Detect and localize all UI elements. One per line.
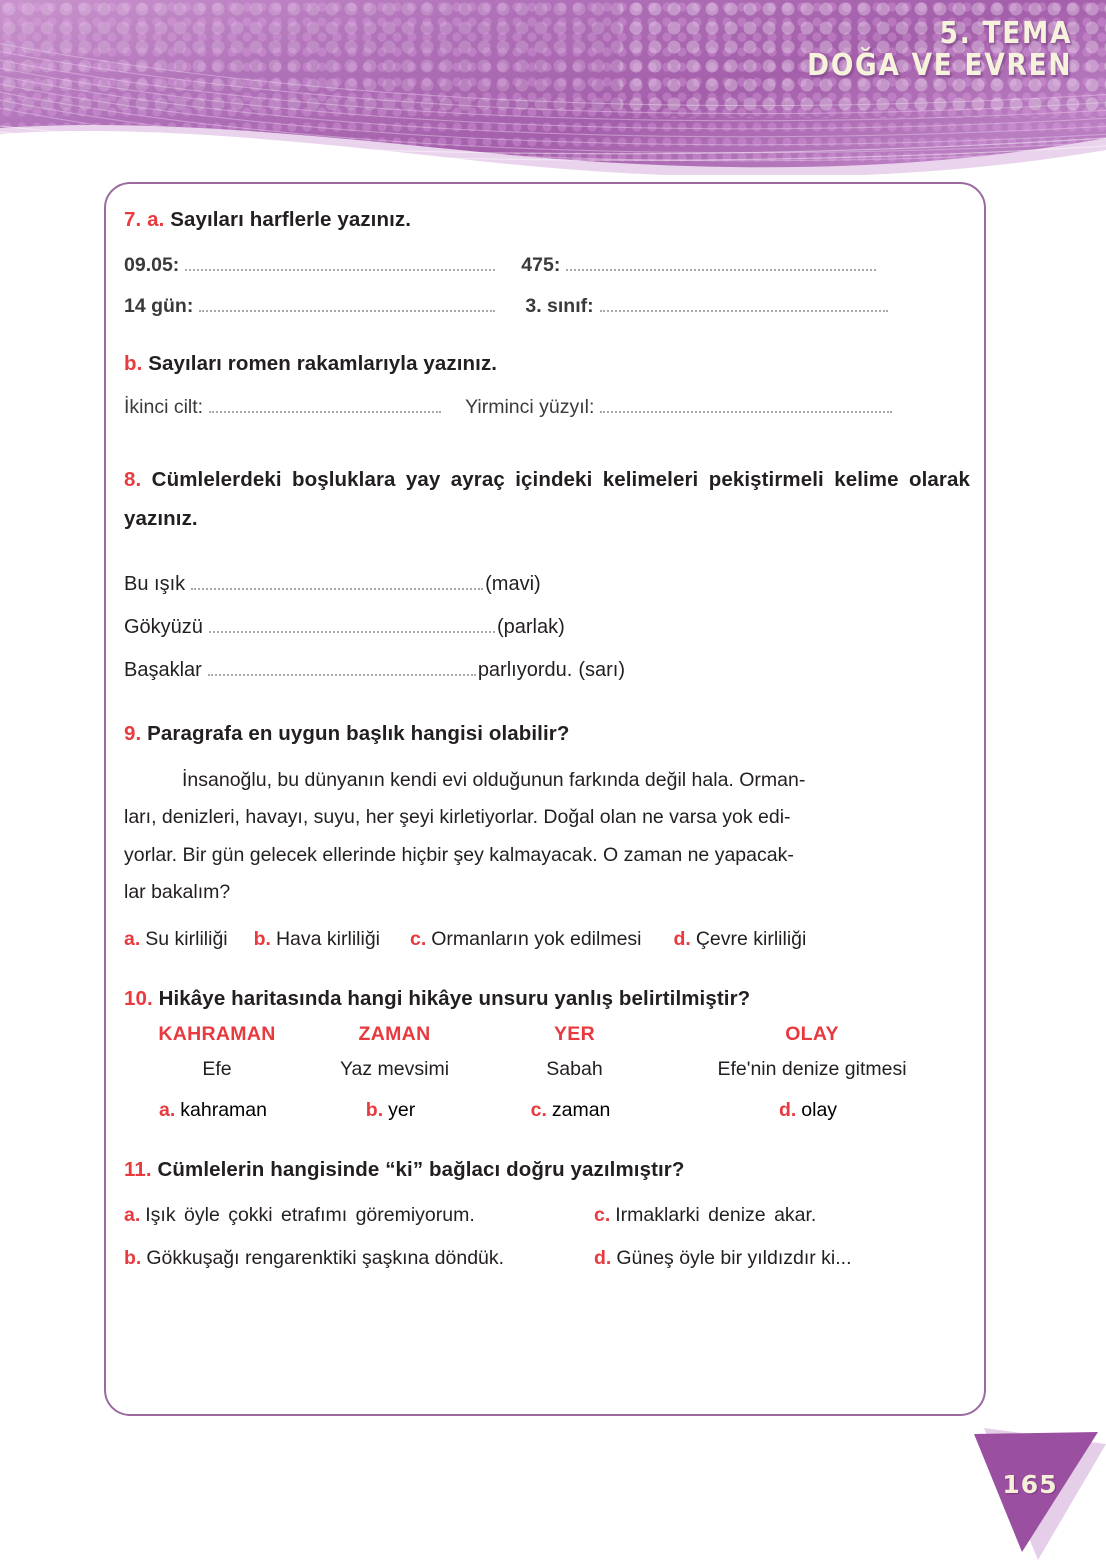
- question-11: [124, 1158, 974, 1270]
- q8-sentence-3-hint: (sarı): [578, 658, 625, 681]
- field-0905[interactable]: [124, 254, 497, 277]
- q8-sentence-3-before: Başaklar: [124, 658, 202, 681]
- field-475[interactable]: [521, 254, 878, 277]
- field-ikinci-cilt-blank[interactable]: [209, 411, 441, 413]
- field-0905-label: 09.05:: [124, 254, 180, 276]
- story-map-header-olay: OLAY: [785, 1022, 839, 1045]
- question-11-number: 11.: [124, 1157, 152, 1181]
- question-7-number: 7.: [124, 208, 142, 231]
- q10-option-b[interactable]: b. yer: [365, 1098, 416, 1121]
- q11-option-b[interactable]: b. Gökkuşağı rengarenktiki şaşkına döndük.: [124, 1246, 505, 1269]
- question-8: [124, 461, 974, 682]
- field-475-blank[interactable]: [566, 269, 876, 271]
- q8-sentence-1: [124, 573, 974, 596]
- q8-sentence-2-hint: (parlak): [496, 615, 565, 638]
- paragraph-line-1: İnsanoğlu, bu dünyanın kendi evi olduğunun farkında değil hala. Orman-: [182, 768, 806, 791]
- story-map-header-yer: YER: [554, 1022, 595, 1045]
- q8-sentence-1-before: Bu ışık: [124, 572, 186, 595]
- q11-option-c[interactable]: c. Irmaklarki denize akar.: [594, 1203, 817, 1226]
- q9-option-a[interactable]: a. Su kirliliği: [124, 927, 228, 950]
- field-14gun-blank[interactable]: [199, 310, 495, 312]
- q8-sentence-2: [124, 616, 974, 639]
- theme-title: [771, 18, 1072, 82]
- field-475-label: 475:: [521, 254, 561, 276]
- paragraph-line-3: yorlar. Bir gün gelecek ellerinde hiçbir şey kalmayacak. O zaman ne yapacak-: [124, 843, 794, 866]
- question-7-field-row-1: [124, 254, 974, 277]
- question-7b-field-row: [124, 396, 974, 419]
- field-yirminci-yuzyil[interactable]: [465, 396, 894, 419]
- question-11-title: [124, 1158, 974, 1182]
- question-11-title-text: Cümlelerin hangisinde “ki” bağlacı doğru yazılmıştır?: [157, 1157, 685, 1181]
- question-10: [124, 987, 974, 1122]
- page-number: 165: [1002, 1470, 1058, 1499]
- question-8-number: 8.: [124, 468, 142, 491]
- story-map-value-kahraman: Efe: [202, 1057, 232, 1080]
- story-map-value-olay: Efe'nin denize gitmesi: [717, 1057, 907, 1080]
- q10-option-a[interactable]: a. kahraman: [159, 1098, 267, 1121]
- q8-sentence-1-hint: (mavi): [485, 572, 541, 595]
- story-map-value-yer: Sabah: [546, 1057, 603, 1080]
- q10-option-c[interactable]: c. zaman: [530, 1098, 611, 1121]
- field-14gun[interactable]: [124, 295, 497, 318]
- questions-panel: [104, 182, 986, 1416]
- field-3sinif-blank[interactable]: [600, 310, 888, 312]
- paragraph-line-2: ları, denizleri, havayı, suyu, her şeyi kirletiyorlar. Doğal olan ne varsa yok edi-: [124, 806, 791, 829]
- question-7-title-text: Sayıları harflerle yazınız.: [170, 208, 412, 231]
- question-7a-letter: a.: [147, 208, 165, 231]
- question-9-title-text: Paragrafa en uygun başlık hangisi olabilir?: [147, 721, 570, 745]
- page-number-badge: [960, 1418, 1106, 1560]
- q8-sentence-2-blank[interactable]: [209, 631, 495, 633]
- field-3sinif-label: 3. sınıf:: [525, 295, 594, 317]
- question-8-title-text: Cümlelerdeki boşluklara yay ayraç içindeki kelimeleri pekiştirmeli kelime olarak yazınız.: [124, 468, 970, 530]
- story-map-headers: [124, 1023, 974, 1046]
- field-yirminci-yuzyil-blank[interactable]: [600, 411, 892, 413]
- question-10-title: [124, 987, 974, 1011]
- q8-sentence-2-before: Gökyüzü: [124, 615, 203, 638]
- paragraph-line-4: lar bakalım?: [124, 881, 231, 904]
- question-9-options: [124, 928, 974, 951]
- q8-sentence-3-blank[interactable]: [208, 674, 476, 676]
- question-10-options: [124, 1099, 974, 1122]
- question-10-title-text: Hikâye haritasında hangi hikâye unsuru yanlış belirtilmiştir?: [158, 986, 751, 1010]
- field-yirminci-yuzyil-label: Yirminci yüzyıl:: [465, 396, 595, 418]
- theme-name: DOĞA VE EVREN: [806, 47, 1072, 83]
- story-map-values: [124, 1058, 974, 1081]
- q9-option-b[interactable]: b. Hava kirliliği: [253, 927, 380, 950]
- q8-sentence-3-tail: parlıyordu.: [477, 658, 573, 681]
- q9-option-c[interactable]: c. Ormanların yok edilmesi: [410, 927, 642, 950]
- question-9: [124, 722, 974, 951]
- story-map-header-zaman: ZAMAN: [358, 1022, 431, 1045]
- q11-option-a[interactable]: a. Işık öyle çokki etrafımı göremiyorum.: [124, 1203, 475, 1226]
- question-10-number: 10.: [124, 986, 153, 1010]
- page-header-banner: [0, 0, 1106, 175]
- story-map-value-zaman: Yaz mevsimi: [339, 1057, 450, 1080]
- question-8-title: [124, 461, 974, 539]
- field-3sinif[interactable]: [525, 295, 889, 318]
- q8-sentence-3: [124, 659, 974, 682]
- q8-sentence-1-blank[interactable]: [191, 588, 483, 590]
- field-ikinci-cilt-label: İkinci cilt:: [124, 396, 204, 418]
- q9-option-d[interactable]: d. Çevre kirliliği: [673, 927, 807, 950]
- question-7b-letter: b.: [124, 352, 143, 375]
- question-7b-title: [124, 352, 974, 376]
- question-7: [124, 208, 974, 419]
- question-7-field-row-2: [124, 295, 974, 318]
- question-11-options-row-2: [124, 1247, 974, 1270]
- field-ikinci-cilt[interactable]: [124, 396, 443, 419]
- question-11-options-row-1: [124, 1204, 974, 1227]
- question-9-paragraph: [124, 762, 974, 912]
- theme-number: 5. TEMA: [939, 16, 1072, 51]
- q10-option-d[interactable]: d. olay: [778, 1098, 838, 1121]
- question-9-title: [124, 722, 974, 746]
- story-map-header-kahraman: KAHRAMAN: [158, 1022, 276, 1045]
- q11-option-d[interactable]: d. Güneş öyle bir yıldızdır ki...: [594, 1246, 852, 1269]
- field-14gun-label: 14 gün:: [124, 295, 194, 317]
- question-7b-title-text: Sayıları romen rakamlarıyla yazınız.: [148, 352, 498, 375]
- field-0905-blank[interactable]: [185, 269, 495, 271]
- question-9-number: 9.: [124, 721, 142, 745]
- question-7-title: [124, 208, 974, 232]
